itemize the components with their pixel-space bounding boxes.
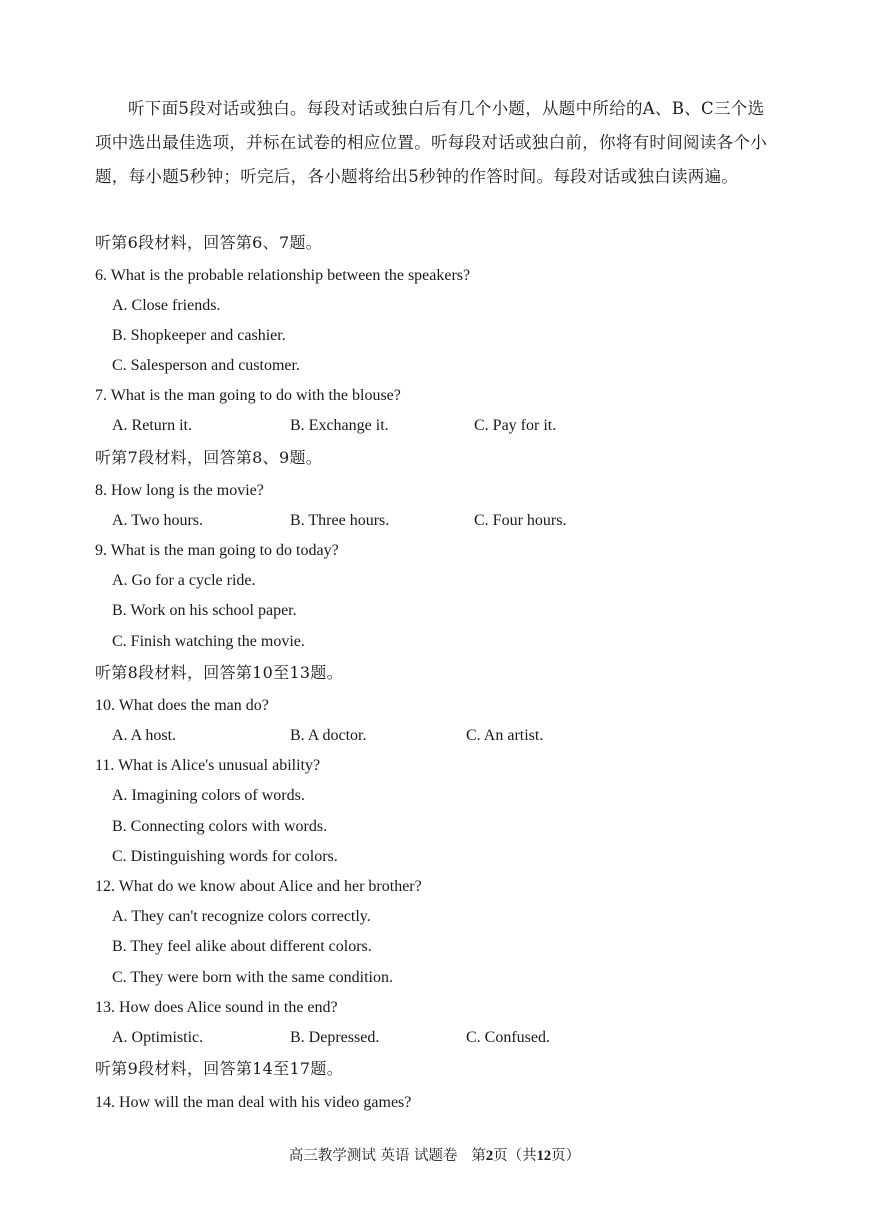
question-9-option-c: C. Finish watching the movie.	[112, 633, 305, 650]
question-8-stem: 8. How long is the movie?	[95, 482, 264, 499]
question-9-stem: 9. What is the man going to do today?	[95, 542, 339, 559]
section-9-heading: 听第9段材料，回答第14至17题。	[95, 1059, 343, 1078]
question-6-option-c: C. Salesperson and customer.	[112, 357, 300, 374]
footer-page-prefix: 第	[471, 1148, 486, 1164]
section-6-heading: 听第6段材料，回答第6、7题。	[95, 233, 323, 252]
question-8-option-a: A. Two hours.	[112, 512, 204, 529]
question-12-option-b: B. They feel alike about different colors.	[112, 938, 372, 955]
question-13-option-a: A. Optimistic.	[112, 1029, 204, 1046]
footer-page-mid: 页（共	[493, 1148, 537, 1164]
question-7-option-a: A. Return it.	[112, 417, 192, 434]
question-6-option-a: A. Close friends.	[112, 297, 221, 314]
question-13-stem: 13. How does Alice sound in the end?	[95, 999, 338, 1016]
question-10-stem: 10. What does the man do?	[95, 697, 269, 714]
footer-page-suffix: 页）	[551, 1148, 581, 1164]
question-13-option-b: B. Depressed.	[290, 1029, 380, 1046]
question-11-stem: 11. What is Alice's unusual ability?	[95, 757, 321, 774]
question-7-option-c: C. Pay for it.	[474, 417, 557, 434]
page-footer	[0, 1144, 869, 1165]
question-9-option-b: B. Work on his school paper.	[112, 602, 297, 619]
question-12-option-c: C. They were born with the same condition.	[112, 969, 393, 986]
question-10-option-c: C. An artist.	[466, 727, 544, 744]
question-9-option-a: A. Go for a cycle ride.	[112, 572, 256, 589]
question-11-option-b: B. Connecting colors with words.	[112, 818, 328, 835]
section-8-heading: 听第8段材料，回答第10至13题。	[95, 663, 343, 682]
question-8-option-c: C. Four hours.	[474, 512, 567, 529]
footer-page-total: 12	[536, 1148, 552, 1164]
question-10-option-a: A. A host.	[112, 727, 177, 744]
question-11-option-c: C. Distinguishing words for colors.	[112, 848, 338, 865]
footer-exam-title: 高三教学测试 英语 试题卷	[288, 1148, 458, 1164]
listening-instructions: 听下面5段对话或独白。每段对话或独白后有几个小题，从题中所给的A、B、C三个选项中选出最佳选项，并标在试卷的相应位置。听每段对话或独白前，你将有时间阅读各个小题，每小题5秒钟；听完后，各小题将给出5秒钟的作答时间。每段对话或独白读两遍。	[95, 99, 767, 186]
question-12-stem: 12. What do we know about Alice and her brother?	[95, 878, 422, 895]
question-10-option-b: B. A doctor.	[290, 727, 367, 744]
question-11-option-a: A. Imagining colors of words.	[112, 787, 305, 804]
question-6-stem: 6. What is the probable relationship between the speakers?	[95, 267, 471, 284]
question-7-stem: 7. What is the man going to do with the blouse?	[95, 387, 401, 404]
question-14-stem: 14. How will the man deal with his video games?	[95, 1094, 412, 1111]
question-7-option-b: B. Exchange it.	[290, 417, 389, 434]
footer-page-number: 2	[485, 1148, 494, 1164]
question-12-option-a: A. They can't recognize colors correctly.	[112, 908, 371, 925]
question-13-option-c: C. Confused.	[466, 1029, 550, 1046]
section-7-heading: 听第7段材料，回答第8、9题。	[95, 448, 323, 467]
question-6-option-b: B. Shopkeeper and cashier.	[112, 327, 286, 344]
question-8-option-b: B. Three hours.	[290, 512, 390, 529]
